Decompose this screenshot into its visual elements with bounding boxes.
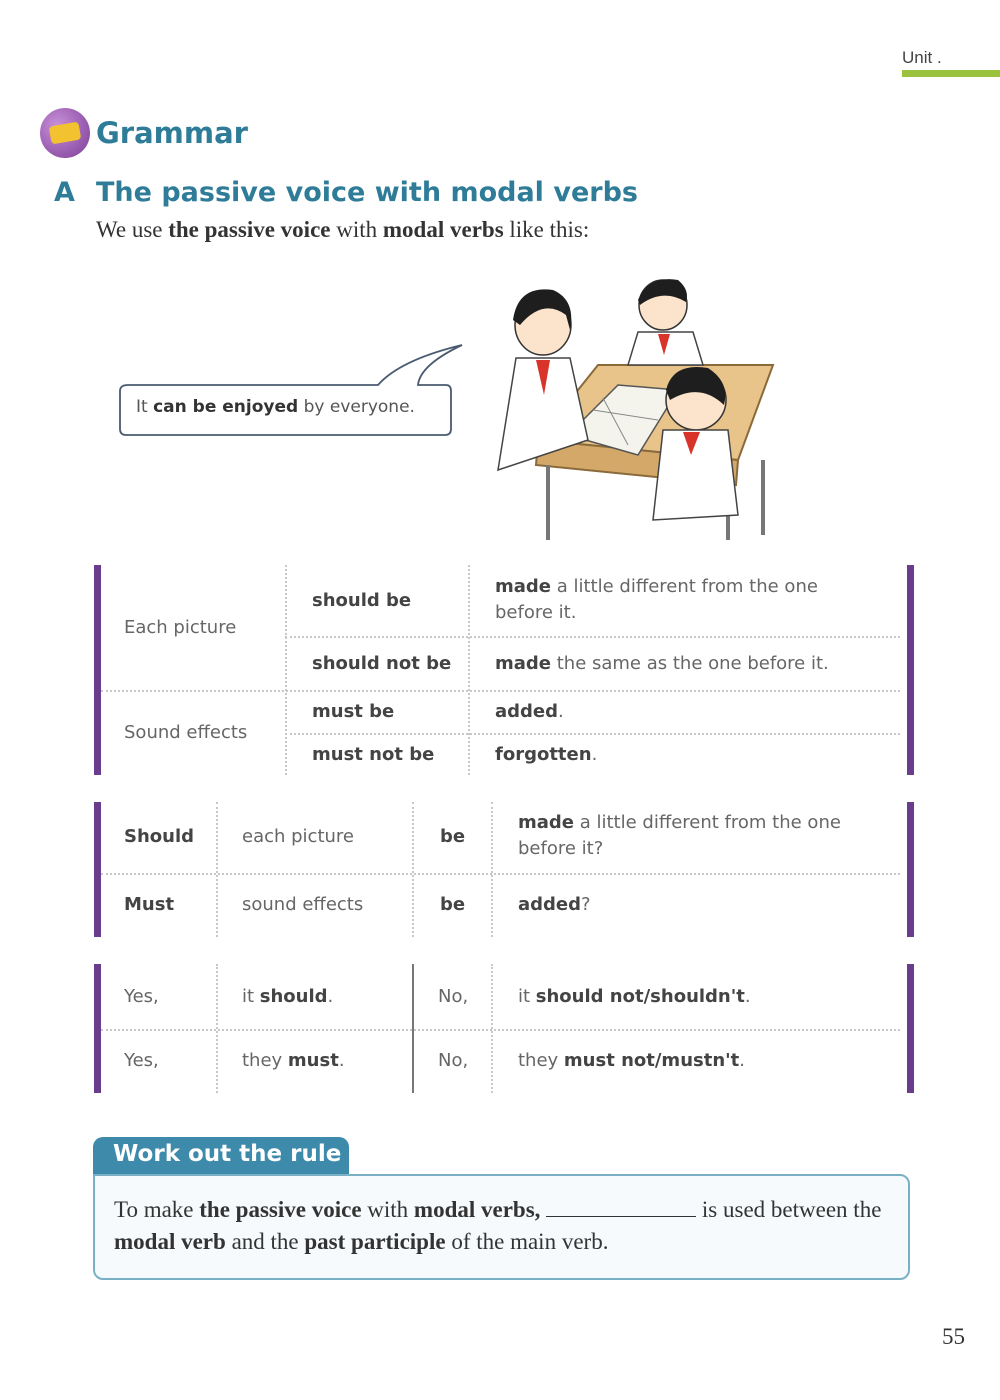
speech-bubble bbox=[0, 340, 480, 450]
question-be: be bbox=[440, 894, 466, 915]
modal-phrase: should not be bbox=[312, 653, 452, 674]
question-modal: Must bbox=[124, 894, 175, 915]
short-answer-positive: it should. bbox=[242, 986, 334, 1007]
participle-phrase: forgotten. bbox=[495, 744, 598, 765]
page-number: 55 bbox=[942, 1324, 965, 1349]
section-title: The passive voice with modal verbs bbox=[96, 177, 638, 208]
speech-bubble-text: It can be enjoyed by everyone. bbox=[136, 397, 415, 417]
modal-phrase: should be bbox=[312, 590, 412, 611]
short-answer-yes: Yes, bbox=[124, 986, 159, 1007]
short-answer-positive: they must. bbox=[242, 1050, 345, 1071]
participle-phrase: added. bbox=[495, 701, 564, 722]
participle-phrase: made a little different from the one before it. bbox=[495, 576, 818, 623]
unit-accent-bar bbox=[902, 70, 1000, 77]
question-participle: made a little different from the one before it? bbox=[518, 812, 841, 859]
grammar-heading: Grammar bbox=[96, 116, 248, 150]
subject-sound-effects: Sound effects bbox=[124, 722, 248, 743]
modal-phrase: must not be bbox=[312, 744, 435, 765]
short-answer-negative: they must not/mustn't. bbox=[518, 1050, 745, 1071]
question-subject: sound effects bbox=[242, 894, 364, 915]
question-modal: Should bbox=[124, 826, 195, 847]
short-answer-no: No, bbox=[438, 1050, 469, 1071]
modal-phrase: must be bbox=[312, 701, 395, 722]
grammar-badge-icon bbox=[40, 108, 90, 158]
subject-each-picture: Each picture bbox=[124, 617, 237, 638]
section-letter: A bbox=[54, 177, 75, 208]
short-answer-no: No, bbox=[438, 986, 469, 1007]
students-illustration bbox=[478, 270, 778, 545]
short-answer-negative: it should not/shouldn't. bbox=[518, 986, 751, 1007]
question-participle: added? bbox=[518, 894, 591, 915]
participle-phrase: made the same as the one before it. bbox=[495, 653, 829, 674]
question-subject: each picture bbox=[242, 826, 354, 847]
answer-blank[interactable] bbox=[546, 1198, 696, 1217]
short-answer-yes: Yes, bbox=[124, 1050, 159, 1071]
work-out-rule-heading: Work out the rule bbox=[113, 1141, 342, 1167]
unit-label: Unit . bbox=[902, 48, 942, 67]
work-out-rule-text: To make the passive voice with modal verbs, is used between the modal verb and the past participle of the main verb. bbox=[114, 1197, 882, 1254]
question-be: be bbox=[440, 826, 466, 847]
section-intro: We use the passive voice with modal verbs like this: bbox=[96, 217, 590, 242]
